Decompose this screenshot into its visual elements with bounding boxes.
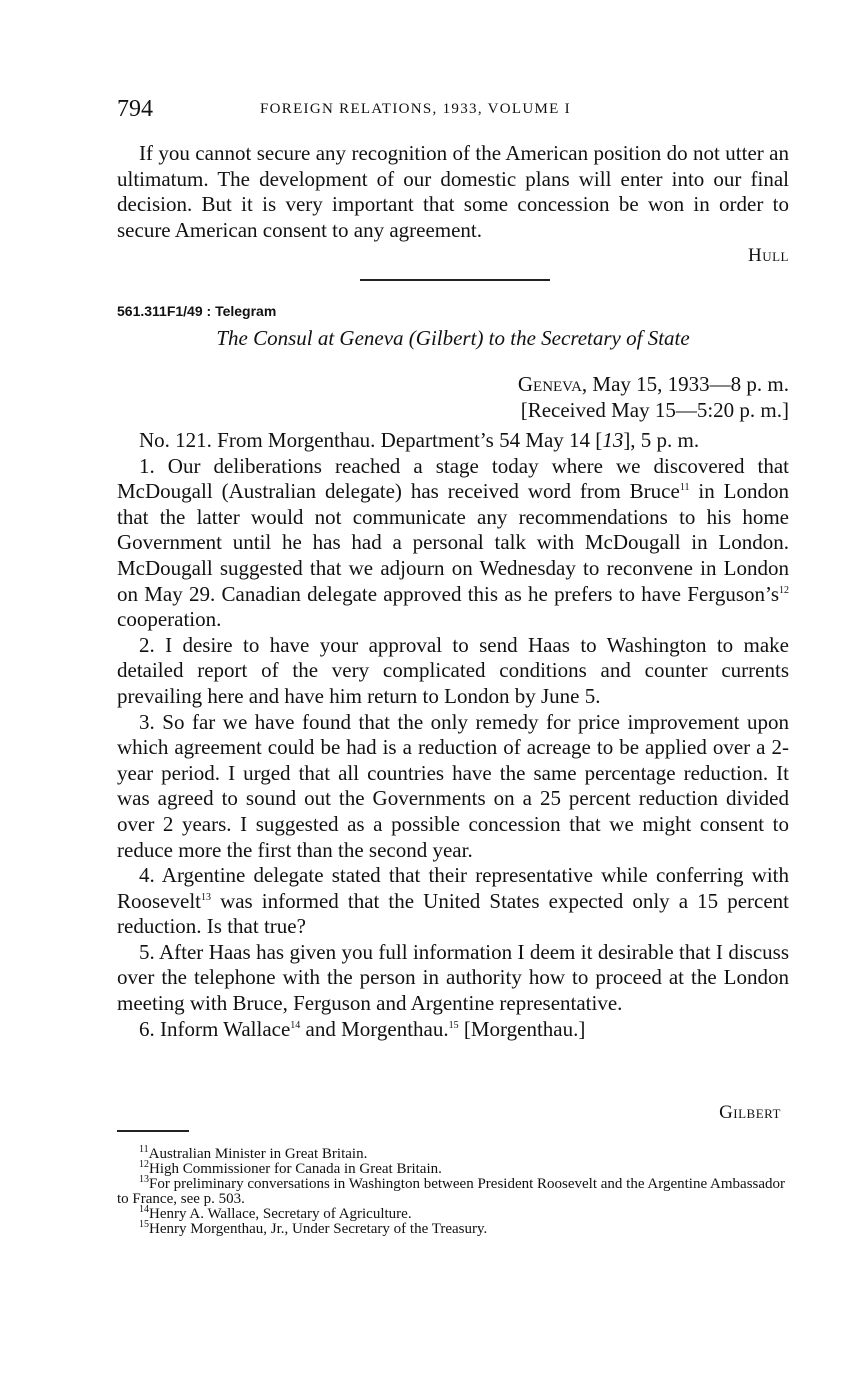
footnote-13: $^{13}$For preliminary conversations in Washington between President Roosevelt and the Argentine Ambassador to France, see p. 503. xyxy=(117,1174,786,1207)
section-divider xyxy=(360,279,550,281)
page-number: 794 xyxy=(117,96,153,122)
dateline-place: Geneva xyxy=(517,372,582,396)
footnote-rule xyxy=(117,1130,189,1132)
footnote-15: $^{15}$Henry Morgenthau, Jr., Under Secretary of the Treasury. xyxy=(139,1219,488,1237)
previous-signature: Hull xyxy=(748,245,789,266)
footnotes xyxy=(117,1144,789,1237)
telegram-body xyxy=(117,428,789,1042)
footnote-12: $^{12}$High Commissioner for Canada in Great Britain. xyxy=(139,1159,442,1177)
previous-document-text: If you cannot secure any recognition of the American position do not utter an ultimatum. The development of our domestic plans will enter into our final decision. But it is very important that some concession be won in order to secure American consent to any agreement. xyxy=(117,141,789,242)
signature: Gilbert xyxy=(719,1102,781,1123)
footnote-ref-12: 12 xyxy=(779,584,789,596)
footnote-11: $^{11}$Australian Minister in Great Britain. xyxy=(139,1144,368,1162)
dateline xyxy=(518,372,789,397)
footnote-ref-13: 13 xyxy=(201,891,211,903)
footnote-ref-14: 14 xyxy=(290,1019,301,1031)
footnote-ref-15: 15 xyxy=(448,1019,459,1031)
paragraph-2: 2. I desire to have your approval to send Haas to Washington to make detailed report of the very complicated conditions and counter currents prevailing here and have him return to London by June 5. xyxy=(117,632,789,708)
paragraph-3: 3. So far we have found that the only remedy for price improvement upon which agreement could be had is a reduction of acreage to be applied over a 2-year period. I urged that all countries have the same percentage reduction. It was agreed to sound out the Governments on a 25 percent reduction divided over 2 years. I suggested as a possible concession that we might consent to reduce more the first than the second year. xyxy=(117,709,789,862)
document-title: The Consul at Geneva (Gilbert) to the Secretary of State xyxy=(216,326,690,350)
received-line: [Received May 15—5:20 p. m.] xyxy=(520,398,789,422)
paragraph-4: 4. Argentine delegate stated that their representative while conferring with Roosevelt$^{13}$ was informed that the United States expected only a 15 percent reduction. Is that true? xyxy=(117,863,789,939)
dateline-date: , May 15, 1933—8 p. m. xyxy=(581,372,789,396)
paragraph-6: 6. Inform Wallace$^{14}$ and Morgenthau.$^{15}$ [Morgenthau.] xyxy=(139,1016,586,1041)
paragraph-5: 5. After Haas has given you full information I deem it desirable that I discuss over the telephone with the person in authority how to proceed at the London meeting with Bruce, Ferguson and Argentine representative. xyxy=(117,939,789,1016)
paragraph-1: 1. Our deliberations reached a stage today where we discovered that McDougall (Australian delegate) has received word from Bruce$^{11}$ in London that the latter would not communicate any recommendations to his home Government until he has had a personal talk with McDougall in London. McDougall suggested that we adjourn on Wednesday to reconvene in London on May 29. Canadian delegate approved this as he prefers to have $Ferguson’s^{12}$ cooperation. xyxy=(117,453,789,632)
file-reference: 561.311F1/49 : Telegram xyxy=(117,303,277,319)
opening-line: No. 121. From Morgenthau. Department’s 54 May 14 [13], 5 p. m. xyxy=(139,428,700,452)
footnote-ref-11: 11 xyxy=(679,482,690,494)
running-head: FOREIGN RELATIONS, 1933, VOLUME I xyxy=(260,101,571,117)
footnote-14: $^{14}$Henry A. Wallace, Secretary of Agriculture. xyxy=(139,1204,412,1222)
